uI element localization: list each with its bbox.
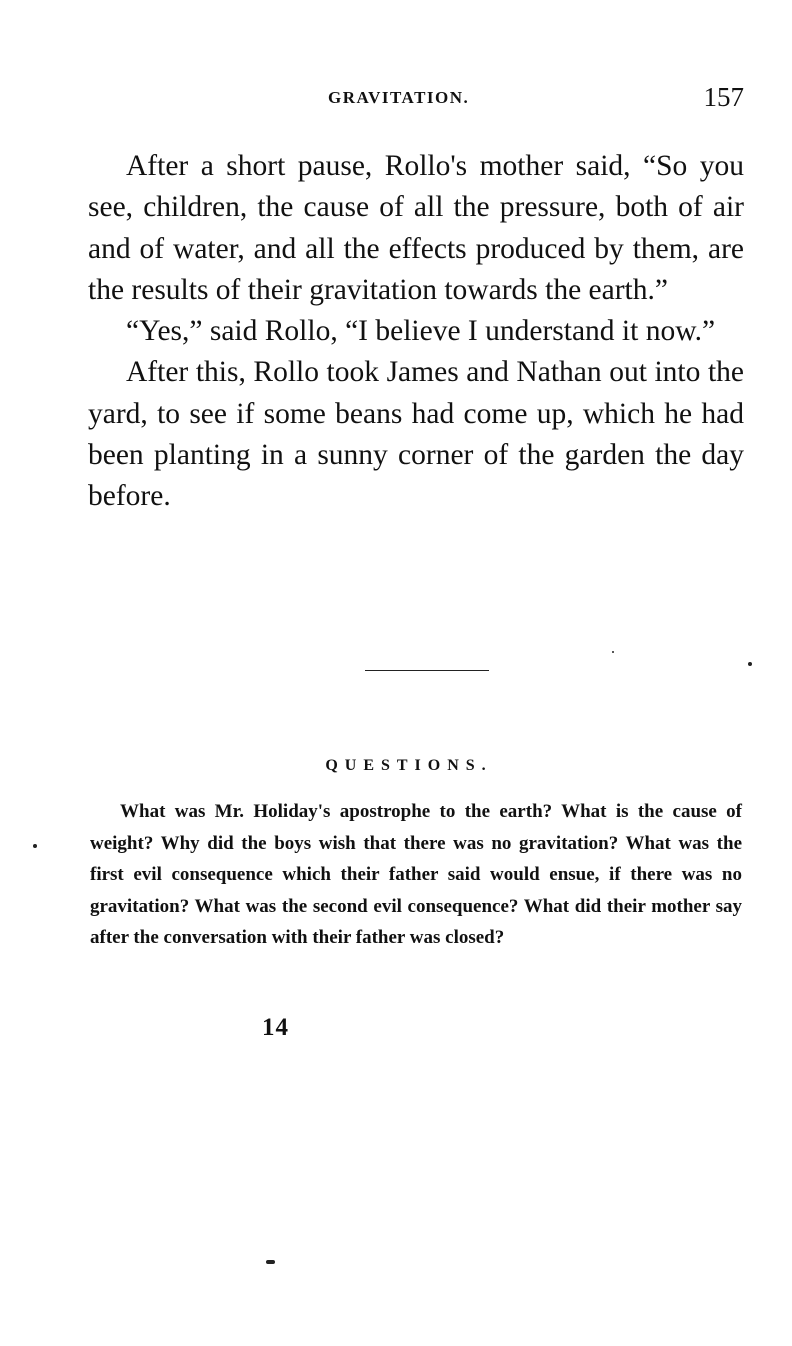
scan-speck [33, 844, 37, 848]
signature-mark: 14 [262, 1014, 289, 1041]
running-title: GRAVITATION. [328, 88, 470, 107]
questions-heading: QUESTIONS. [325, 757, 493, 774]
scan-speck [266, 1260, 275, 1264]
scan-speck [748, 662, 752, 666]
paragraph: “Yes,” said Rollo, “I believe I understand it now.” [126, 315, 716, 348]
running-head [88, 82, 744, 118]
page-number: 157 [703, 82, 744, 112]
questions-text: What was Mr. Holiday's apostrophe to the earth? What is the cause of weight? Why did the boys wish that there was no gravitation? What was the first evil consequence which their father said would ensue, if there was no gravitation? What was the second evil consequence? What did their mother say after the conversation with their father was closed? [90, 801, 742, 949]
paragraph: After this, Rollo took James and Nathan out into the yard, to see if some beans had come up, which he had been planting in a sunny corner of the garden the day before. [88, 356, 744, 513]
scan-speck [612, 651, 614, 653]
body-text [88, 146, 744, 518]
paragraph: After a short pause, Rollo's mother said, “So you see, children, the cause of all the pressure, both of air and of water, and all the effects produced by them, are the results of their gravitation towards the earth.” [88, 150, 744, 306]
section-divider [365, 670, 489, 671]
